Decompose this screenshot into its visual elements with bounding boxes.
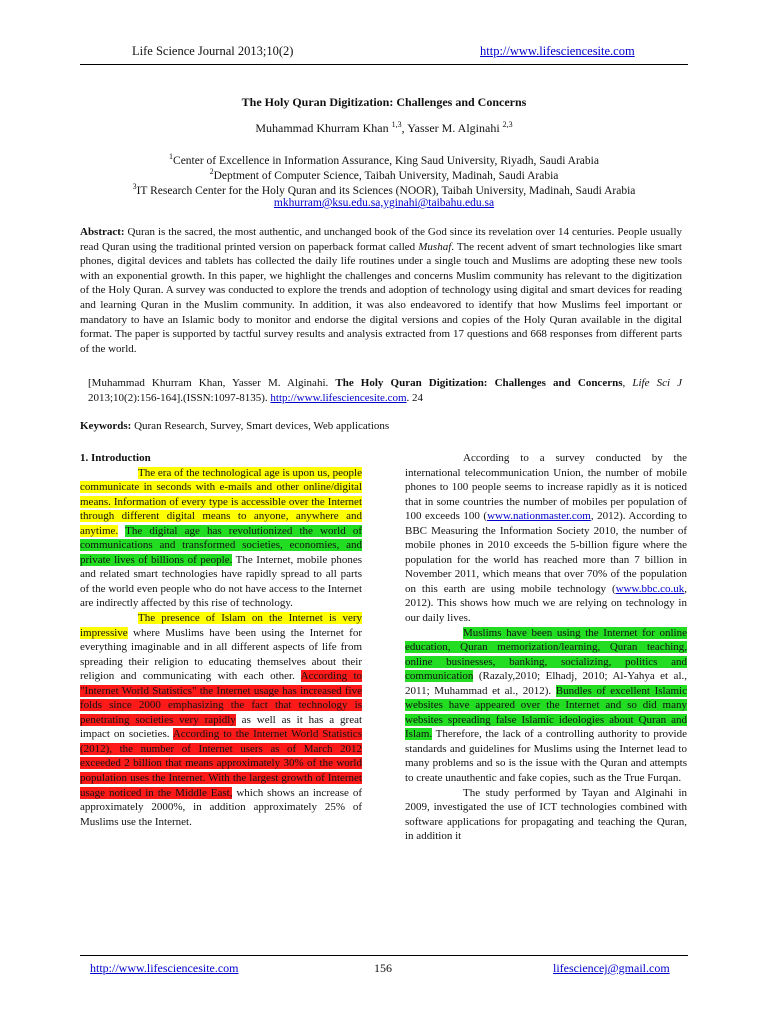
right-paragraph-1 [405, 451, 687, 626]
abstract-text-2: . The recent advent of smart technologies like smart phones, digital devices and tablets has collected the daily life routines under a single touch and Muslims are adopting these new tools with an exponential growth. In this paper, we highlight the challenges and concerns Muslim community has relevant to the digitization of the Holy Quran. A survey was conducted to explore the trends and adoption of technology using digital and smart devices for reading and learning Quran in the Muslim community. In addition, it was also endeavored to identify that how Muslims feel important or mandatory to have an Islamic body to monitor and endorse the digital versions and copies of the Holy Quran available in the digital format. The paper is supported by tactful survey results and analysis extracted from 17 questions and 668 responses from different parts of the world. [80, 240, 682, 355]
citation-title: The Holy Quran Digitization: Challenges and Concerns [335, 377, 623, 389]
citation [88, 376, 682, 405]
author-email[interactable]: mkhurram@ksu.edu.sa,yginahi@taibahu.edu.sa [273, 197, 495, 209]
highlight-green-1: The digital age has revolutionized the world of communications and transformed societies, economies, and private lives of billions of people. [80, 524, 362, 566]
author-separator: , [401, 121, 408, 135]
author-1: Muhammad Khurram Khan [255, 121, 392, 135]
intro-text-2: where Muslims have been using the Internet for everything imaginable and in all different aspects of life from spreading their religion to educating themselves about their religion and communicating with each other. [80, 626, 362, 683]
email-line [0, 197, 768, 209]
right-paragraph-3: The study performed by Tayan and Alginahi in 2009, investigated the use of ICT technologies combined with software applications for propagating and teaching the Quran, in addition it [405, 786, 687, 843]
author-1-affil: 1,3 [391, 120, 402, 129]
highlight-green-3: Bundles of excellent Islamic websites have appeared over the Internet and so did many websites spreading false Islamic ideologies about Quran and Islam. [405, 684, 687, 741]
intro-text-4: which shows an increase of approximately 2000%, in addition approximately 25% of Muslims use the Internet. [80, 786, 362, 828]
highlight-red-1: According to "Internet World Statistics" the Internet usage has increased five folds since 2000 emphasizing the fact that technology is penetrating societies very rapidly [80, 670, 363, 726]
nationmaster-link[interactable]: www.nationmaster.com [487, 510, 591, 523]
footer-link[interactable]: http://www.lifesciencesite.com [90, 961, 239, 975]
citation-tail: . 24 [406, 391, 424, 404]
abstract-text-1: Quran is the sacred, the most authentic, and unchanged book of the God since its revelation over 14 centuries. People usually read Quran using the traditional printed version on paperback format called [80, 226, 682, 253]
footer-divider [80, 955, 688, 956]
affiliation-1 [0, 152, 768, 167]
affiliation-1-sup: 1 [169, 152, 174, 161]
highlight-red-2: According to the Internet World Statistics (2012), the number of Internet users as of March 2012 exceeded 2 billion that means approximately 30% of the world population uses the Internet. With the largest growth of Internet usage noticed in the Middle East, [80, 728, 363, 799]
keywords-label: Keywords: [80, 420, 132, 432]
keywords-text: Quran Research, Survey, Smart devices, Web applications [131, 420, 390, 432]
affiliation-3-text: IT Research Center for the Holy Quran and its Sciences (NOOR), Taibah University, Madinah, Saudi Arabia [136, 184, 636, 197]
affiliation-2-sup: 2 [209, 167, 214, 176]
right-text-2: , 2012). According to BBC Measuring the Information Society 2010, the number of mobile phones in 2010 exceeds the 5-billion figure where the population for the world has reached more than 7 billion in November 2011, which means that over 70% of the population on this earth are using mobile technology ( [405, 510, 687, 595]
bbc-link[interactable]: www.bbc.co.uk [615, 582, 685, 595]
affiliation-3 [0, 182, 768, 197]
header-link[interactable]: http://www.lifesciencesite.com [480, 44, 635, 58]
right-text-1: According to a survey conducted by the international telecommunication Union, the number of mobile phones to 100 people seems to increase rapidly as it is noticed that in some countries the number of mobiles per population of 100 exceeds 100 ( [405, 452, 687, 523]
journal-name: Life Science Journal 2013;10(2) [132, 44, 294, 58]
affiliation-2-text: Deptment of Computer Science, Taibah University, Madinah, Saudi Arabia [213, 169, 559, 182]
footer-email[interactable]: lifesciencej@gmail.com [553, 961, 670, 975]
intro-paragraph-1 [80, 466, 362, 611]
author-2-affil: 2,3 [502, 120, 513, 129]
author-list [0, 120, 768, 136]
highlight-yellow-1: The era of the technological age is upon us, people communicate in seconds with e-mails and other online/digital means. Information of every type is accessible over the Internet through different digital means to anyone, anywhere and anytime. [80, 466, 362, 537]
left-column [80, 451, 362, 829]
section-heading: 1. Introduction [80, 452, 151, 464]
citation-open: [Muhammad Khurram Khan, Yasser M. Alginahi. [88, 377, 336, 389]
right-text-3: , 2012). This shows how much we are relying on technology in our daily lives. [405, 582, 687, 625]
intro-paragraph-2 [80, 611, 362, 829]
intro-text-1: The Internet, mobile phones and related smart technologies have rapidly spread to all parts of the world even people who do not have access to the Internet are indirectly affected by this rise of technology. [80, 553, 363, 610]
highlight-green-2: Muslims have been using the Internet for online education, Quran memorization/learning, Quran teaching, online businesses, banking, socializing, politics and communication [405, 626, 687, 683]
citation-link[interactable]: http://www.lifesciencesite.com [270, 391, 407, 404]
right-paragraph-2 [405, 626, 687, 786]
affiliation-1-text: Center of Excellence in Information Assurance, King Saud University, Riyadh, Saudi Arabia [173, 154, 599, 167]
citation-comma: , [622, 377, 633, 389]
page-number: 156 [374, 961, 392, 975]
right-column [405, 451, 687, 844]
paper-title: The Holy Quran Digitization: Challenges and Concerns [241, 95, 527, 109]
abstract-label: Abstract: [80, 226, 125, 238]
abstract [80, 225, 682, 356]
right-text-5: Therefore, the lack of a controlling authority to provide standards and guidelines for Muslims using the Internet lead to many problems and so is the issue with the Quran and attempts to create unauthentic and fake copies, such as the True Furqan. [405, 728, 687, 785]
header-divider [80, 64, 688, 65]
affiliation-2 [0, 167, 768, 182]
citation-rest: 2013;10(2):156-164].(ISSN:1097-8135). [88, 391, 271, 404]
abstract-italic: Mushaf [418, 240, 452, 253]
highlight-yellow-2: The presence of Islam on the Internet is very impressive [80, 612, 362, 639]
affiliation-3-sup: 3 [132, 182, 137, 191]
author-2: Yasser M. Alginahi [407, 121, 503, 135]
citation-journal: Life Sci J [632, 377, 682, 389]
keywords [80, 420, 682, 432]
intro-text-3: as well as it has a great impact on societies. [80, 713, 363, 741]
right-text-4: (Razaly,2010; Elhadj, 2010; Al-Yahya et al., 2011; Muhammad et al., 2012). [405, 670, 687, 697]
